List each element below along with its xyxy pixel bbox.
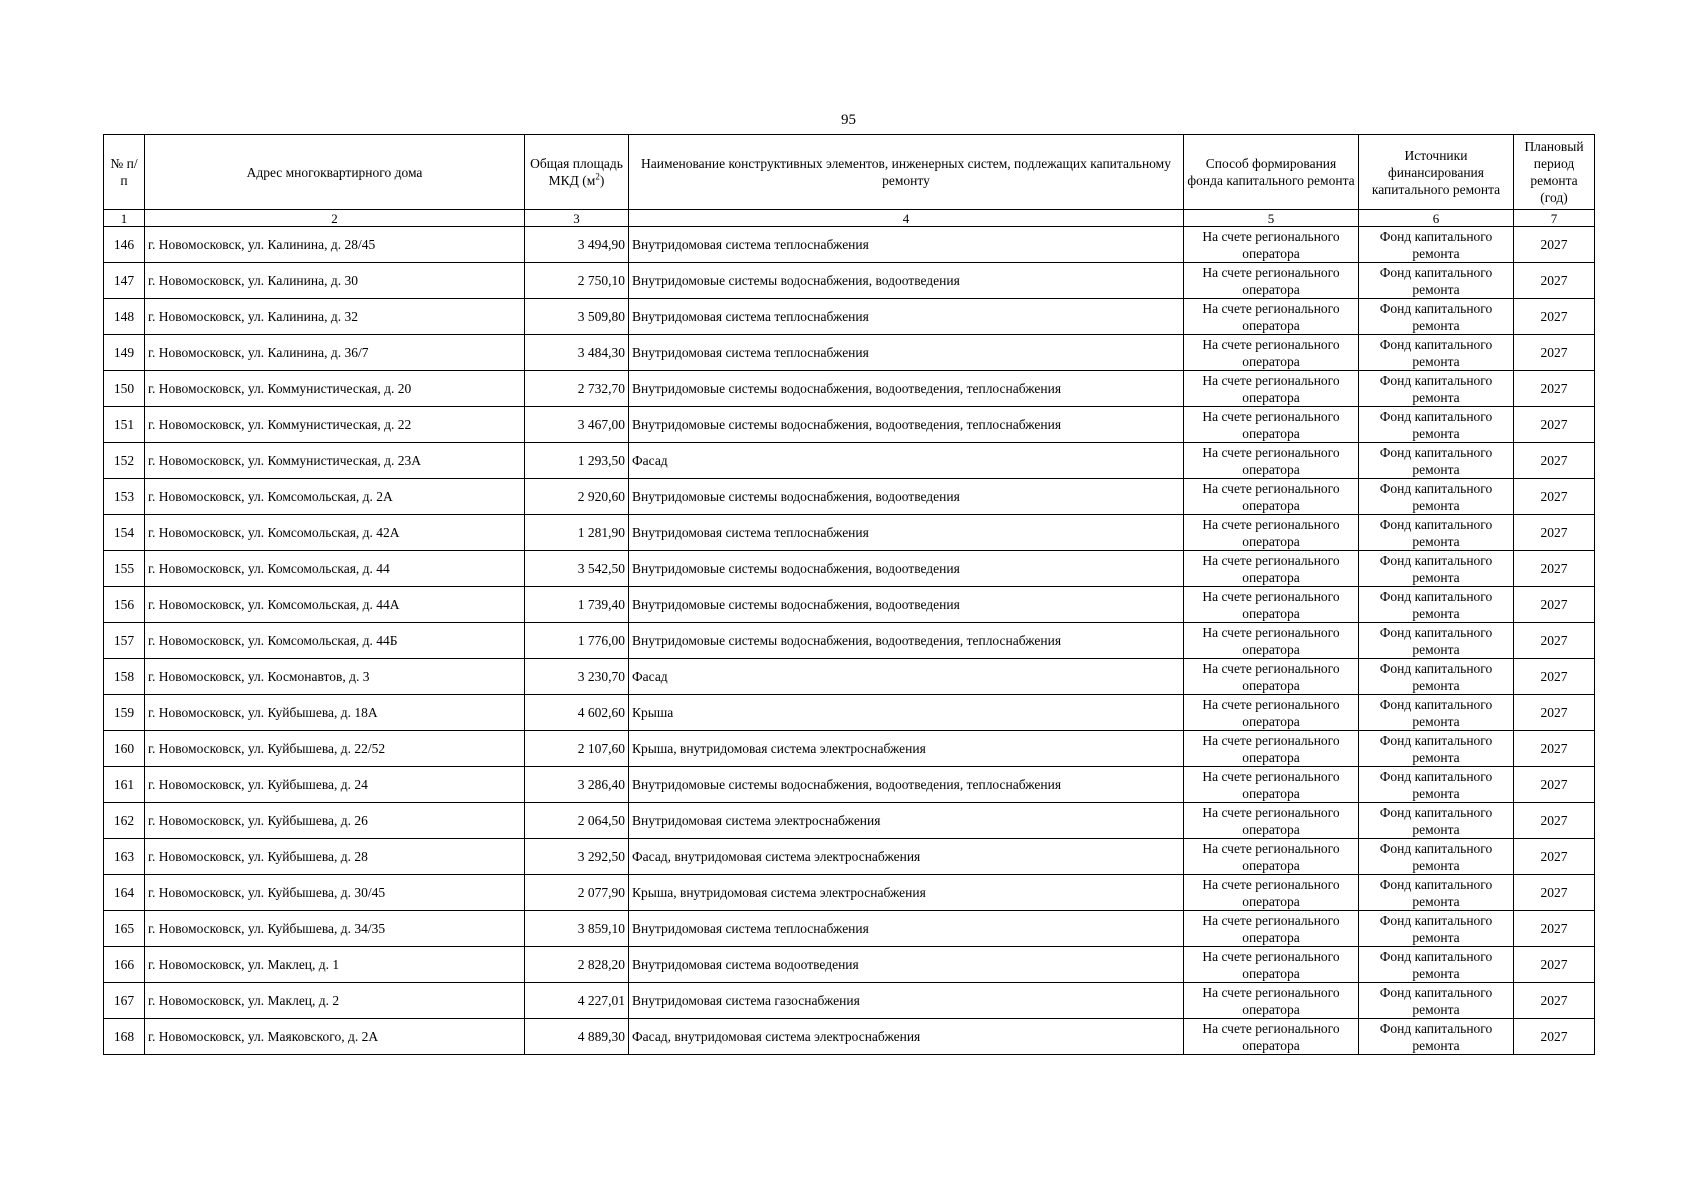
- row-address: г. Новомосковск, ул. Куйбышева, д. 22/52: [145, 731, 525, 767]
- row-work: Внутридомовая система теплоснабжения: [629, 335, 1184, 371]
- row-work: Внутридомовые системы водоснабжения, водоотведения, теплоснабжения: [629, 623, 1184, 659]
- row-funding-source: Фонд капитального ремонта: [1359, 839, 1514, 875]
- row-address: г. Новомосковск, ул. Маяковского, д. 2А: [145, 1019, 525, 1055]
- row-funding-method: На счете регионального оператора: [1184, 695, 1359, 731]
- column-number: 4: [629, 210, 1184, 227]
- row-address: г. Новомосковск, ул. Куйбышева, д. 24: [145, 767, 525, 803]
- row-work: Крыша, внутридомовая система электроснабжения: [629, 875, 1184, 911]
- row-number: 156: [104, 587, 145, 623]
- row-funding-source: Фонд капитального ремонта: [1359, 803, 1514, 839]
- row-area: 1 739,40: [525, 587, 629, 623]
- header-number: № п/п: [104, 135, 145, 210]
- row-funding-source: Фонд капитального ремонта: [1359, 947, 1514, 983]
- table-row: [104, 407, 1595, 443]
- row-funding-method: На счете регионального оператора: [1184, 443, 1359, 479]
- row-funding-source: Фонд капитального ремонта: [1359, 731, 1514, 767]
- row-area: 3 467,00: [525, 407, 629, 443]
- row-address: г. Новомосковск, ул. Комсомольская, д. 44: [145, 551, 525, 587]
- table-row: [104, 731, 1595, 767]
- row-year: 2027: [1514, 443, 1595, 479]
- table-row: [104, 803, 1595, 839]
- row-work: Крыша: [629, 695, 1184, 731]
- table-row: [104, 299, 1595, 335]
- row-funding-source: Фонд капитального ремонта: [1359, 875, 1514, 911]
- row-year: 2027: [1514, 227, 1595, 263]
- row-funding-method: На счете регионального оператора: [1184, 983, 1359, 1019]
- table-row: [104, 335, 1595, 371]
- row-funding-source: Фонд капитального ремонта: [1359, 407, 1514, 443]
- row-number: 155: [104, 551, 145, 587]
- header-work: Наименование конструктивных элементов, инженерных систем, подлежащих капитальному ремонту: [629, 135, 1184, 210]
- row-address: г. Новомосковск, ул. Комсомольская, д. 2А: [145, 479, 525, 515]
- header-area-superscript: 2: [595, 171, 600, 182]
- row-year: 2027: [1514, 335, 1595, 371]
- row-number: 162: [104, 803, 145, 839]
- row-funding-method: На счете регионального оператора: [1184, 875, 1359, 911]
- row-number: 159: [104, 695, 145, 731]
- row-work: Внутридомовая система теплоснабжения: [629, 515, 1184, 551]
- row-funding-source: Фонд капитального ремонта: [1359, 551, 1514, 587]
- row-funding-method: На счете регионального оператора: [1184, 263, 1359, 299]
- table-row: [104, 263, 1595, 299]
- table-body: [104, 227, 1595, 1055]
- row-number: 167: [104, 983, 145, 1019]
- row-number: 146: [104, 227, 145, 263]
- row-area: 1 776,00: [525, 623, 629, 659]
- row-work: Крыша, внутридомовая система электроснабжения: [629, 731, 1184, 767]
- row-work: Внутридомовая система теплоснабжения: [629, 227, 1184, 263]
- header-source: Источники финансирования капитального ремонта: [1359, 135, 1514, 210]
- row-funding-method: На счете регионального оператора: [1184, 623, 1359, 659]
- table-row: [104, 839, 1595, 875]
- row-area: 3 286,40: [525, 767, 629, 803]
- row-funding-source: Фонд капитального ремонта: [1359, 1019, 1514, 1055]
- row-area: 3 484,30: [525, 335, 629, 371]
- row-funding-source: Фонд капитального ремонта: [1359, 515, 1514, 551]
- row-work: Внутридомовые системы водоснабжения, водоотведения: [629, 263, 1184, 299]
- table-row: [104, 983, 1595, 1019]
- row-funding-method: На счете регионального оператора: [1184, 299, 1359, 335]
- row-address: г. Новомосковск, ул. Комсомольская, д. 42А: [145, 515, 525, 551]
- row-area: 2 077,90: [525, 875, 629, 911]
- row-work: Фасад, внутридомовая система электроснабжения: [629, 839, 1184, 875]
- row-funding-method: На счете регионального оператора: [1184, 911, 1359, 947]
- row-funding-source: Фонд капитального ремонта: [1359, 911, 1514, 947]
- row-year: 2027: [1514, 551, 1595, 587]
- row-funding-source: Фонд капитального ремонта: [1359, 659, 1514, 695]
- row-work: Внутридомовые системы водоснабжения, водоотведения: [629, 587, 1184, 623]
- row-funding-source: Фонд капитального ремонта: [1359, 587, 1514, 623]
- page-number: 95: [841, 112, 856, 128]
- row-year: 2027: [1514, 587, 1595, 623]
- row-funding-method: На счете регионального оператора: [1184, 767, 1359, 803]
- row-number: 150: [104, 371, 145, 407]
- row-address: г. Новомосковск, ул. Куйбышева, д. 30/45: [145, 875, 525, 911]
- column-number: 6: [1359, 210, 1514, 227]
- header-area-label: Общая площадь МКД (м: [530, 156, 623, 188]
- column-number: 2: [145, 210, 525, 227]
- row-address: г. Новомосковск, ул. Куйбышева, д. 34/35: [145, 911, 525, 947]
- column-number: 5: [1184, 210, 1359, 227]
- table-row: [104, 911, 1595, 947]
- row-area: 4 602,60: [525, 695, 629, 731]
- row-area: 3 292,50: [525, 839, 629, 875]
- table-row: [104, 371, 1595, 407]
- table-row: [104, 515, 1595, 551]
- row-funding-method: На счете регионального оператора: [1184, 587, 1359, 623]
- row-area: 3 494,90: [525, 227, 629, 263]
- row-year: 2027: [1514, 731, 1595, 767]
- row-year: 2027: [1514, 803, 1595, 839]
- row-funding-source: Фонд капитального ремонта: [1359, 299, 1514, 335]
- row-work: Фасад: [629, 659, 1184, 695]
- row-year: 2027: [1514, 839, 1595, 875]
- row-number: 164: [104, 875, 145, 911]
- row-address: г. Новомосковск, ул. Маклец, д. 2: [145, 983, 525, 1019]
- row-address: г. Новомосковск, ул. Космонавтов, д. 3: [145, 659, 525, 695]
- row-address: г. Новомосковск, ул. Коммунистическая, д. 20: [145, 371, 525, 407]
- table-row: [104, 623, 1595, 659]
- row-funding-method: На счете регионального оператора: [1184, 803, 1359, 839]
- row-work: Внутридомовая система теплоснабжения: [629, 911, 1184, 947]
- row-year: 2027: [1514, 407, 1595, 443]
- row-work: Внутридомовая система газоснабжения: [629, 983, 1184, 1019]
- row-work: Внутридомовая система электроснабжения: [629, 803, 1184, 839]
- row-year: 2027: [1514, 263, 1595, 299]
- table-row: [104, 875, 1595, 911]
- row-address: г. Новомосковск, ул. Маклец, д. 1: [145, 947, 525, 983]
- header-area: [525, 135, 629, 210]
- row-year: 2027: [1514, 299, 1595, 335]
- row-funding-method: На счете регионального оператора: [1184, 551, 1359, 587]
- row-funding-method: На счете регионального оператора: [1184, 839, 1359, 875]
- row-number: 149: [104, 335, 145, 371]
- row-address: г. Новомосковск, ул. Куйбышева, д. 28: [145, 839, 525, 875]
- row-work: Фасад, внутридомовая система электроснабжения: [629, 1019, 1184, 1055]
- row-funding-method: На счете регионального оператора: [1184, 227, 1359, 263]
- row-year: 2027: [1514, 983, 1595, 1019]
- row-area: 4 889,30: [525, 1019, 629, 1055]
- row-area: 2 828,20: [525, 947, 629, 983]
- row-address: г. Новомосковск, ул. Калинина, д. 32: [145, 299, 525, 335]
- table-row: [104, 551, 1595, 587]
- row-area: 2 920,60: [525, 479, 629, 515]
- header-area-close: ): [599, 173, 605, 188]
- table-row: [104, 479, 1595, 515]
- row-work: Внутридомовые системы водоснабжения, водоотведения: [629, 479, 1184, 515]
- row-funding-method: На счете регионального оператора: [1184, 515, 1359, 551]
- table-row: [104, 767, 1595, 803]
- table-row: [104, 947, 1595, 983]
- header-method: Способ формирования фонда капитального ремонта: [1184, 135, 1359, 210]
- row-number: 160: [104, 731, 145, 767]
- column-number: 7: [1514, 210, 1595, 227]
- row-address: г. Новомосковск, ул. Куйбышева, д. 26: [145, 803, 525, 839]
- column-number-row: [104, 210, 1595, 227]
- row-number: 151: [104, 407, 145, 443]
- row-area: 2 107,60: [525, 731, 629, 767]
- row-number: 161: [104, 767, 145, 803]
- row-number: 163: [104, 839, 145, 875]
- row-funding-method: На счете регионального оператора: [1184, 335, 1359, 371]
- row-funding-source: Фонд капитального ремонта: [1359, 227, 1514, 263]
- row-number: 165: [104, 911, 145, 947]
- row-year: 2027: [1514, 515, 1595, 551]
- row-number: 157: [104, 623, 145, 659]
- row-area: 3 859,10: [525, 911, 629, 947]
- row-area: 1 293,50: [525, 443, 629, 479]
- row-address: г. Новомосковск, ул. Куйбышева, д. 18А: [145, 695, 525, 731]
- row-funding-source: Фонд капитального ремонта: [1359, 371, 1514, 407]
- row-number: 147: [104, 263, 145, 299]
- row-work: Внутридомовые системы водоснабжения, водоотведения, теплоснабжения: [629, 767, 1184, 803]
- row-work: Внутридомовая система теплоснабжения: [629, 299, 1184, 335]
- row-address: г. Новомосковск, ул. Комсомольская, д. 44Б: [145, 623, 525, 659]
- row-area: 2 732,70: [525, 371, 629, 407]
- row-funding-method: На счете регионального оператора: [1184, 479, 1359, 515]
- table-row: [104, 659, 1595, 695]
- row-area: 3 542,50: [525, 551, 629, 587]
- row-area: 2 750,10: [525, 263, 629, 299]
- row-year: 2027: [1514, 911, 1595, 947]
- row-year: 2027: [1514, 695, 1595, 731]
- row-work: Внутридомовые системы водоснабжения, водоотведения: [629, 551, 1184, 587]
- row-funding-method: На счете регионального оператора: [1184, 407, 1359, 443]
- row-number: 153: [104, 479, 145, 515]
- table-row: [104, 1019, 1595, 1055]
- row-funding-source: Фонд капитального ремонта: [1359, 263, 1514, 299]
- row-address: г. Новомосковск, ул. Калинина, д. 36/7: [145, 335, 525, 371]
- table-row: [104, 227, 1595, 263]
- row-year: 2027: [1514, 623, 1595, 659]
- row-area: 1 281,90: [525, 515, 629, 551]
- row-funding-method: На счете регионального оператора: [1184, 371, 1359, 407]
- row-funding-source: Фонд капитального ремонта: [1359, 767, 1514, 803]
- row-funding-method: На счете регионального оператора: [1184, 947, 1359, 983]
- row-year: 2027: [1514, 1019, 1595, 1055]
- row-work: Внутридомовая система водоотведения: [629, 947, 1184, 983]
- row-address: г. Новомосковск, ул. Комсомольская, д. 44А: [145, 587, 525, 623]
- row-year: 2027: [1514, 659, 1595, 695]
- row-area: 2 064,50: [525, 803, 629, 839]
- row-number: 158: [104, 659, 145, 695]
- row-number: 166: [104, 947, 145, 983]
- column-number: 1: [104, 210, 145, 227]
- row-area: 4 227,01: [525, 983, 629, 1019]
- row-address: г. Новомосковск, ул. Коммунистическая, д. 23А: [145, 443, 525, 479]
- header-address: Адрес многоквартирного дома: [145, 135, 525, 210]
- row-year: 2027: [1514, 947, 1595, 983]
- row-address: г. Новомосковск, ул. Коммунистическая, д. 22: [145, 407, 525, 443]
- repair-schedule-table: [103, 134, 1595, 1055]
- row-year: 2027: [1514, 479, 1595, 515]
- row-year: 2027: [1514, 371, 1595, 407]
- row-area: 3 509,80: [525, 299, 629, 335]
- table-row: [104, 587, 1595, 623]
- row-number: 154: [104, 515, 145, 551]
- column-number: 3: [525, 210, 629, 227]
- row-area: 3 230,70: [525, 659, 629, 695]
- row-funding-source: Фонд капитального ремонта: [1359, 479, 1514, 515]
- header-year: Плановый период ремонта (год): [1514, 135, 1595, 210]
- row-work: Внутридомовые системы водоснабжения, водоотведения, теплоснабжения: [629, 371, 1184, 407]
- row-funding-source: Фонд капитального ремонта: [1359, 695, 1514, 731]
- row-funding-method: На счете регионального оператора: [1184, 1019, 1359, 1055]
- row-number: 148: [104, 299, 145, 335]
- row-year: 2027: [1514, 875, 1595, 911]
- table-header-row: [104, 135, 1595, 210]
- row-funding-method: На счете регионального оператора: [1184, 731, 1359, 767]
- row-number: 152: [104, 443, 145, 479]
- row-work: Фасад: [629, 443, 1184, 479]
- row-address: г. Новомосковск, ул. Калинина, д. 30: [145, 263, 525, 299]
- row-funding-source: Фонд капитального ремонта: [1359, 443, 1514, 479]
- row-funding-source: Фонд капитального ремонта: [1359, 623, 1514, 659]
- row-funding-source: Фонд капитального ремонта: [1359, 335, 1514, 371]
- row-work: Внутридомовые системы водоснабжения, водоотведения, теплоснабжения: [629, 407, 1184, 443]
- row-funding-method: На счете регионального оператора: [1184, 659, 1359, 695]
- row-address: г. Новомосковск, ул. Калинина, д. 28/45: [145, 227, 525, 263]
- row-year: 2027: [1514, 767, 1595, 803]
- table-row: [104, 443, 1595, 479]
- row-funding-source: Фонд капитального ремонта: [1359, 983, 1514, 1019]
- row-number: 168: [104, 1019, 145, 1055]
- table-row: [104, 695, 1595, 731]
